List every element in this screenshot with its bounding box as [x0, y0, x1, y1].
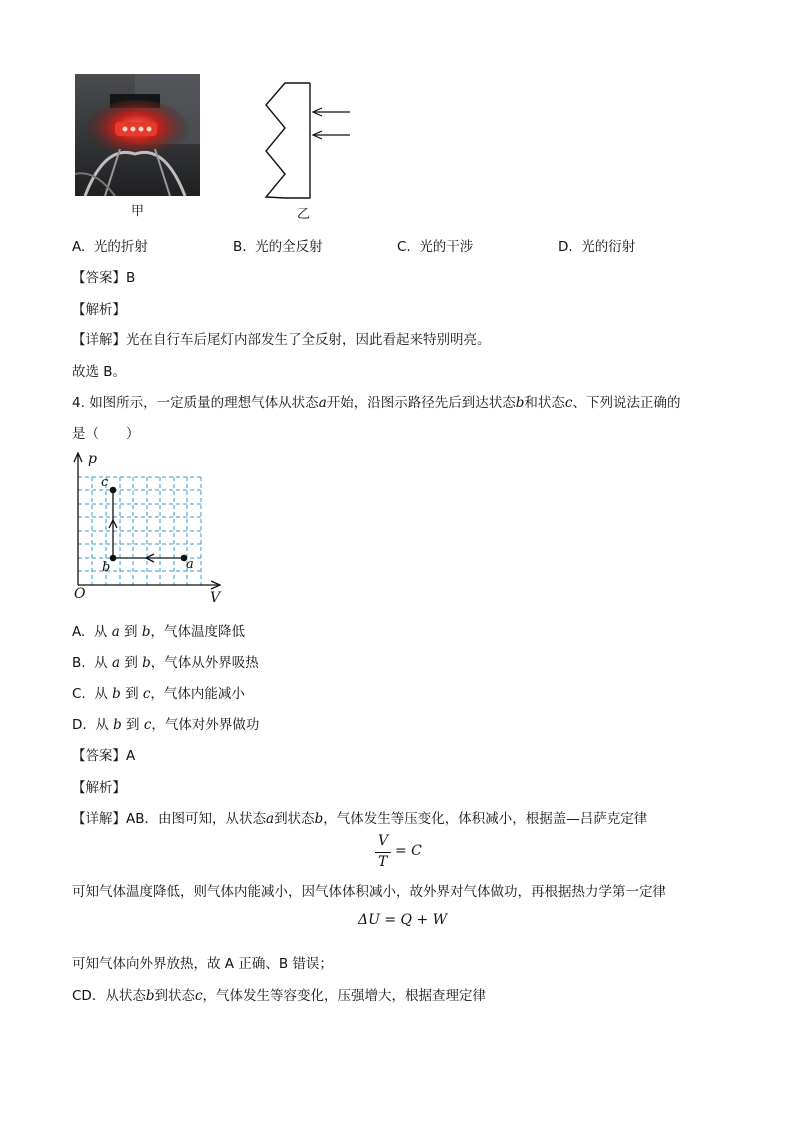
q4-stem-line2: 是（ ） — [72, 426, 140, 442]
q4-answer: 【答案】A — [72, 748, 136, 764]
formula1-numerator: V — [378, 833, 389, 849]
v-axis-label: V — [210, 590, 221, 606]
q3-option-a: A. 光的折射 — [72, 239, 148, 255]
point-b-label: b — [102, 560, 111, 575]
q4-option-b: B. 从 a 到 b，气体从外界吸热 — [72, 655, 259, 671]
pv-graph — [68, 450, 228, 610]
q3-analysis-tag: 【解析】 — [72, 302, 126, 318]
q4-stem: 4. 如图所示，一定质量的理想气体从状态a开始，沿图示路径先后到达状态b和状态c、下列说法正确的 — [72, 395, 681, 411]
reflector-diagram — [258, 80, 358, 205]
point-b — [110, 555, 117, 562]
q4-option-a: A. 从 a 到 b，气体温度降低 — [72, 624, 245, 640]
q3-option-c: C. 光的干涉 — [397, 239, 474, 255]
point-c — [110, 487, 117, 494]
point-a-label: a — [186, 557, 194, 572]
q3-option-d: D. 光的衍射 — [558, 239, 636, 255]
formula-gay-lussac — [374, 833, 434, 873]
origin-label: O — [74, 586, 86, 602]
fraction-bar — [375, 852, 391, 853]
tail-light-photo-graphic — [75, 74, 200, 196]
point-c-label: c — [101, 475, 109, 490]
q4-detail-ab: 【详解】AB．由图可知，从状态a到状态b，气体发生等压变化，体积减小，根据盖—吕萨克定律 — [72, 811, 648, 827]
reflector-shape — [258, 80, 358, 205]
q4-option-c: C. 从 b 到 c，气体内能减小 — [72, 686, 245, 702]
photo-caption: 甲 — [131, 204, 145, 219]
tail-light-photo — [75, 74, 200, 196]
grid-lines — [78, 477, 201, 585]
formula1-rhs: = C — [395, 843, 422, 859]
q4-option-d: D. 从 b 到 c，气体对外界做功 — [72, 717, 260, 733]
diagram-caption: 乙 — [297, 207, 311, 222]
q3-conclusion: 故选 B。 — [72, 364, 127, 380]
q3-option-b: B. 光的全反射 — [233, 239, 323, 255]
q4-detail-line2: 可知气体温度降低，则气体内能减小，因气体体积减小，故外界对气体做功，再根据热力学第一定律 — [72, 884, 666, 900]
q3-detail: 【详解】光在自行车后尾灯内部发生了全反射，因此看起来特别明亮。 — [72, 332, 491, 348]
formula1-denominator: T — [378, 854, 388, 870]
q4-analysis-tag: 【解析】 — [72, 780, 126, 796]
pv-graph-svg — [68, 450, 228, 610]
q3-answer: 【答案】B — [72, 270, 136, 286]
formula-first-law: ΔU = Q + W — [358, 912, 448, 928]
p-axis-label: p — [88, 451, 97, 467]
q4-detail-cd: CD．从状态b到状态c，气体发生等容变化，压强增大，根据查理定律 — [72, 988, 487, 1004]
q4-detail-line3: 可知气体向外界放热，故 A 正确、B 错误； — [72, 956, 333, 972]
